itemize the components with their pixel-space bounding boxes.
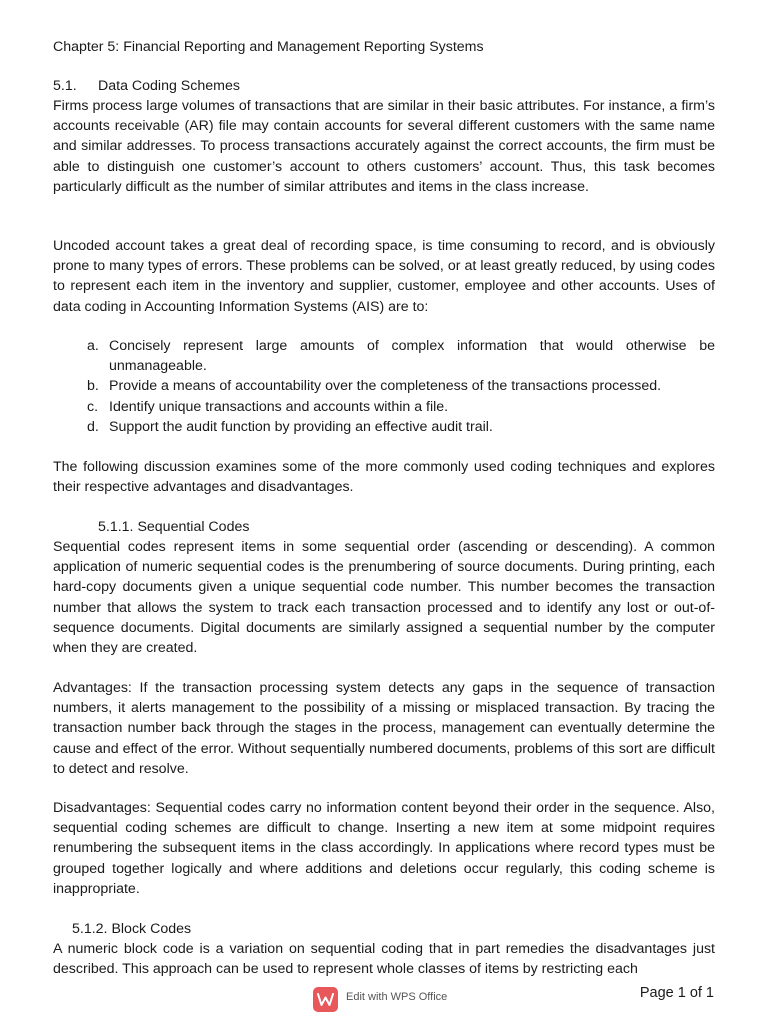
chapter-title: Chapter 5: Financial Reporting and Management Reporting Systems <box>53 39 484 55</box>
paragraph-intro <box>53 96 715 197</box>
list-item <box>87 397 715 417</box>
section-heading-5-1 <box>53 76 240 96</box>
advantages-text: If the transaction processing system detects any gaps in the sequence of transaction numbers, it alerts management to the possibility of a missing or misplaced transaction. By tracing the transaction number back through the stages in the process, management can eventually determine the cause and effect of the error. Without sequentially numbered documents, problems of this sort are difficult to detect and resolve. <box>53 680 715 777</box>
paragraph-text <box>53 678 715 779</box>
list-item <box>87 376 715 396</box>
edit-with-wps-link[interactable]: Edit with WPS Office <box>346 991 448 1003</box>
section-title: Data Coding Schemes <box>98 78 240 94</box>
paragraph-text: Firms process large volumes of transactions that are similar in their basic attributes. For instance, a firm’s accounts receivable (AR) file may contain accounts for several different customers with the same name and similar addresses. To process transactions accurately against the correct accounts, the firm must be able to distinguish one customer’s account to others customers’ account. Thus, this task becomes particularly difficult as the number of similar attributes and items in the class increase. <box>53 98 715 195</box>
list-item <box>87 417 715 437</box>
paragraph-advantages <box>53 678 715 779</box>
paragraph-text: Uncoded account takes a great deal of recording space, is time consuming to record, and is obviously prone to many types of errors. These problems can be solved, or at least greatly reduced, by using codes to represent each item in the inventory and supplier, customer, employee and other accounts. Uses of data coding in Accounting Information Systems (AIS) are to: <box>53 238 715 315</box>
paragraph-text: A numeric block code is a variation on sequential coding that in part remedies the disadvantages just described. This approach can be used to represent whole classes of items by restricting each <box>53 941 715 978</box>
list-item-text: Provide a means of accountability over the completeness of the transactions processed. <box>109 378 662 395</box>
paragraph-text <box>53 798 715 899</box>
list-marker: b. <box>87 378 99 395</box>
paragraph-text: Sequential codes represent items in some sequential order (ascending or descending). A common application of numeric sequential codes is the prenumbering of source documents. During printing, each hard-copy documents given a unique sequential code number. This number becomes the transaction number that allows the system to track each transaction processed and to identify any lost or out-of-sequence documents. Digital documents are similarly assigned a sequential number by the computer when they are created. <box>53 539 715 657</box>
list-item-text: Concisely represent large amounts of complex information that would otherwise be unmanageable. <box>109 338 715 375</box>
paragraph-disadvantages <box>53 798 715 899</box>
paragraph-discussion <box>53 457 715 497</box>
list-item <box>87 336 715 376</box>
list-marker: c. <box>87 398 99 415</box>
page-number: Page 1 of 1 <box>639 985 714 1001</box>
advantages-label: Advantages: <box>53 680 132 696</box>
disadvantages-label: Disadvantages <box>53 800 147 816</box>
uses-list <box>87 336 715 437</box>
list-item-text: Identify unique transactions and accounts within a file. <box>109 398 449 415</box>
list-marker: a. <box>87 338 99 354</box>
section-heading-5-1-2: 5.1.2. Block Codes <box>72 921 192 937</box>
wps-w-glyph-icon <box>317 993 334 1006</box>
paragraph-sequential <box>53 537 715 658</box>
disadvantages-text: : Sequential codes carry no information content beyond their order in the sequence. Also, sequential coding schemes are difficult to change. Inserting a new item at some midpoint requires renumbering the subsequent items in the class accordingly. In applications where record types must be grouped together logically and where additions and deletions occur regularly, this coding scheme is inappropriate. <box>53 800 715 897</box>
list-marker: d. <box>87 418 99 435</box>
paragraph-uncoded <box>53 236 715 317</box>
paragraph-block-codes <box>53 939 715 979</box>
paragraph-text: The following discussion examines some of the more commonly used coding techniques and explores their respective advantages and disadvantages. <box>53 459 715 496</box>
list-item-text: Support the audit function by providing an effective audit trail. <box>109 418 493 435</box>
wps-office-logo-icon[interactable] <box>313 987 338 1012</box>
section-heading-5-1-1: 5.1.1. Sequential Codes <box>98 519 250 535</box>
section-number: 5.1. <box>53 78 77 94</box>
